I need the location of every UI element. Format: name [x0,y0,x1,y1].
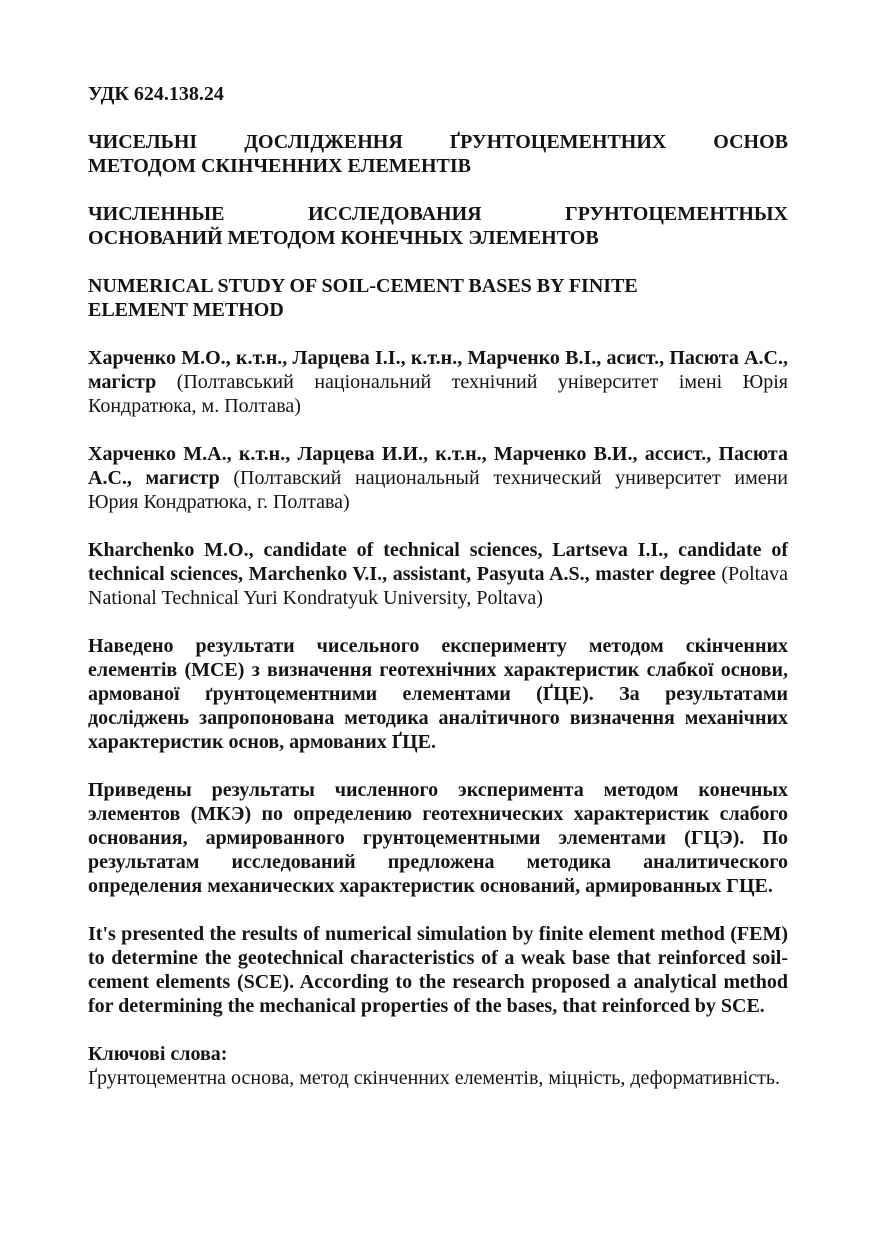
title-russian [88,202,788,250]
udc-number: УДК 624.138.24 [88,83,224,105]
abstract-russian: Приведены результаты численного эксперимента методом конечных элементов (МКЭ) по определению геотехнических характеристик слабого основания, армированного грунтоцементными элементами (ГЦЭ). По результатам исследований предложена методика аналитического определения механических характеристик оснований, армированных ГЦЕ. [88,779,788,897]
abstract-ukrainian: Наведено результати чисельного експерименту методом скінченних елементів (МСЕ) з визначення геотехнічних характеристик слабкої основи, армованої ґрунтоцементними елементами (ҐЦЕ). За результатами досліджень запропонована методика аналітичного визначення механічних характеристик основ, армованих ҐЦЕ. [88,635,788,753]
authors-ukrainian [88,346,788,418]
title-ukrainian [88,130,788,178]
title-ukrainian-line1: ЧИСЕЛЬНІ ДОСЛІДЖЕННЯ ҐРУНТОЦЕМЕНТНИХ ОСНОВ [88,131,788,153]
title-english [88,274,788,322]
authors-english-names: Kharchenko M.O., candidate of technical sciences, Lartseva I.I., candidate of technical sciences, Marchenko V.I., assistant, Pasyuta A.S., master degree [88,539,788,585]
authors-russian-affiliation: (Полтавский национальный технический университет имени Юрия Кондратюка, г. Полтава) [88,467,789,513]
keywords-text: Ґрунтоцементна основа, метод скінченних елементів, міцність, деформативність. [88,1067,781,1089]
authors-ukrainian-names: Харченко М.О., к.т.н., Ларцева І.І., к.т.н., Марченко В.І., асист., Пасюта А.С., магістр [88,347,788,393]
authors-english [88,538,788,610]
title-english-line1: NUMERICAL STUDY OF SOIL-CEMENT BASES BY FINITE [88,275,638,297]
authors-english-affiliation: (Poltava National Technical Yuri Kondratyuk University, Poltava) [88,563,788,609]
title-english-line2: ELEMENT METHOD [88,299,284,321]
keywords-block [88,1042,788,1090]
title-russian-line1: ЧИСЛЕННЫЕ ИССЛЕДОВАНИЯ ГРУНТОЦЕМЕНТНЫХ [88,203,788,225]
authors-russian-names: Харченко М.А., к.т.н., Ларцева И.И., к.т.н., Марченко В.И., ассист., Пасюта А.С., магистр [88,443,788,489]
abstract-english: It's presented the results of numerical simulation by finite element method (FEM) to determine the geotechnical characteristics of a weak base that reinforced soil-cement elements (SCE). According to the research proposed a analytical method for determining the mechanical properties of the bases, that reinforced by SCE. [88,923,788,1017]
title-russian-line2: ОСНОВАНИЙ МЕТОДОМ КОНЕЧНЫХ ЭЛЕМЕНТОВ [88,227,599,249]
keywords-label: Ключові слова: [88,1043,228,1065]
authors-ukrainian-affiliation: (Полтавський національний технічний університет імені Юрія Кондратюка, м. Полтава) [88,371,788,417]
title-ukrainian-line2: МЕТОДОМ СКІНЧЕННИХ ЕЛЕМЕНТІВ [88,155,472,177]
authors-russian [88,442,788,514]
